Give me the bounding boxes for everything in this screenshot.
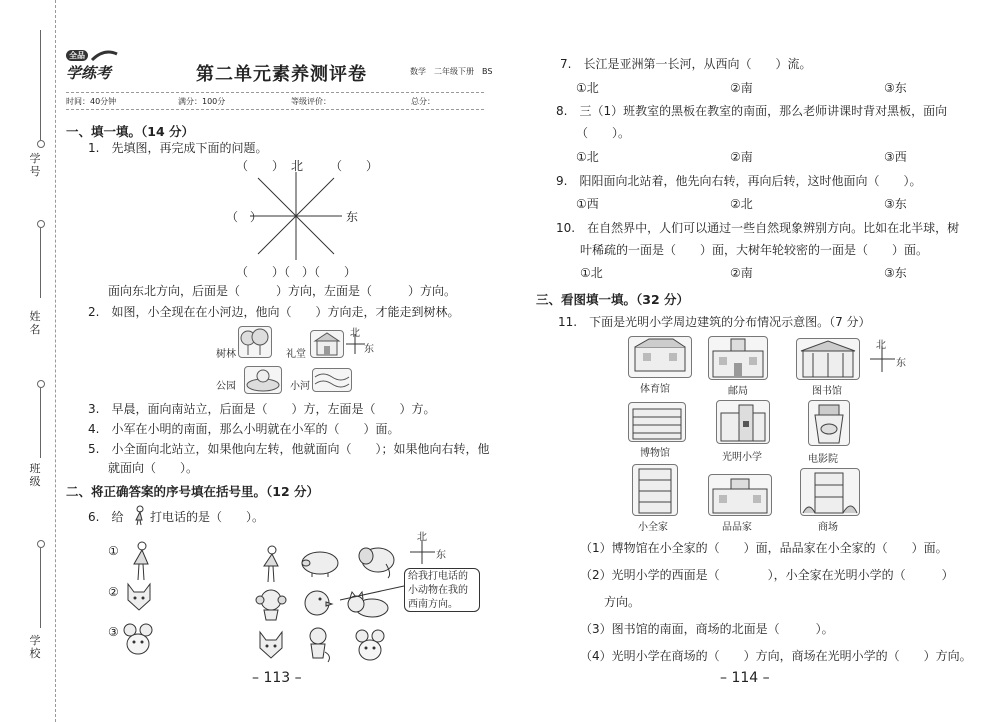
forest-label: 树林 xyxy=(216,349,236,360)
question-10-line1: 10. 在自然界中，人们可以通过一些自然现象辨别方向。比如在北半球，树 xyxy=(556,221,960,235)
hall-label: 礼堂 xyxy=(286,349,306,360)
school-picture xyxy=(716,400,770,444)
compass-north-label: 北 xyxy=(291,159,304,173)
question-8-line2: （ ）。 xyxy=(576,126,631,140)
q6-option-3: ③ xyxy=(108,625,119,639)
page-number-right: – 114 – xyxy=(720,670,770,686)
q8-option-2: ②南 xyxy=(730,150,753,164)
mall-picture xyxy=(800,468,860,516)
sidebar-rule xyxy=(40,30,41,140)
sidebar-student-no: 学号 xyxy=(29,152,41,178)
q6-option-1: ① xyxy=(108,544,119,558)
post-office-label: 邮局 xyxy=(728,386,748,397)
binding-hole xyxy=(37,220,45,228)
subject-meta: 数学 二年级下册 BS xyxy=(410,67,493,76)
binding-hole xyxy=(37,140,45,148)
map-north-label: 北 xyxy=(876,340,886,351)
logo-swoosh-icon xyxy=(90,50,118,62)
q7-option-3: ③东 xyxy=(884,81,907,95)
hall-picture xyxy=(310,330,344,358)
post-office-picture xyxy=(708,336,768,380)
section-1-heading: 一、填一填。（14 分） xyxy=(66,124,194,139)
logo-small-text: 全品 xyxy=(66,50,88,61)
question-5-line1: 5. 小全面向北站立，如果他向左转，他就面向（ ）；如果他向右转，他 xyxy=(88,442,490,456)
speech-pointer xyxy=(338,582,406,604)
sidebar-class: 班级 xyxy=(29,462,41,488)
total-field: 总分： xyxy=(411,97,435,106)
section-2-heading: 二、将正确答案的序号填在括号里。（12 分） xyxy=(66,484,319,499)
sidebar-rule xyxy=(40,548,41,628)
question-6-suffix: 打电话的是（ ）。 xyxy=(150,510,265,524)
compass-bottom-blanks: （ ）（ ）（ ） xyxy=(236,265,357,279)
river-label: 小河 xyxy=(290,381,310,392)
question-3: 3. 早晨，面向南站立，后面是（ ）方，左面是（ ）方。 xyxy=(88,402,436,416)
sidebar-school: 学校 xyxy=(29,634,41,660)
grid-small-monkey-icon xyxy=(302,626,334,664)
question-10-line2: 叶稀疏的一面是（ ）面，大树年轮较密的一面是（ ）面。 xyxy=(580,243,929,257)
compass-blank-west: （ ） xyxy=(226,210,263,224)
crane-icon xyxy=(128,504,148,526)
xiaoquan-home-label: 小全家 xyxy=(638,522,668,533)
stadium-picture xyxy=(628,336,692,378)
q6-compass-icon xyxy=(408,540,436,564)
compass-east-label: 东 xyxy=(346,210,359,224)
mouse-option-icon xyxy=(122,622,156,658)
q8-option-3: ③西 xyxy=(884,150,907,164)
time-field: 时间：40分钟 xyxy=(66,97,117,106)
crane-option-icon xyxy=(124,540,154,582)
sidebar-rule xyxy=(40,388,41,458)
q8-option-1: ①北 xyxy=(576,150,599,164)
q6-east-label: 东 xyxy=(436,550,446,561)
q10-option-1: ①北 xyxy=(580,266,603,280)
q7-option-2: ②南 xyxy=(730,81,753,95)
museum-picture xyxy=(628,402,686,442)
school-label: 光明小学 xyxy=(722,452,762,463)
sub-question-2-line1: （2）光明小学的西面是（ ），小全家在光明小学的（ ） xyxy=(580,568,954,582)
park-picture xyxy=(244,366,282,394)
question-7: 7. 长江是亚洲第一长河，从西向（ ）流。 xyxy=(560,57,812,71)
sub-question-3: （3）图书馆的南面，商场的北面是（ ）。 xyxy=(580,622,834,636)
speech-bubble: 给我打电话的小动物在我的西南方向。 xyxy=(404,568,480,612)
grade-field: 等级评价： xyxy=(291,97,331,106)
cinema-label: 电影院 xyxy=(808,454,838,465)
xiaoquan-home-picture xyxy=(632,464,678,516)
q10-option-2: ②南 xyxy=(730,266,753,280)
q2-compass-icon xyxy=(344,334,366,354)
river-picture xyxy=(312,368,352,392)
forest-picture xyxy=(238,326,272,358)
question-1: 1. 先填图，再完成下面的问题。 xyxy=(88,141,268,155)
map-compass-icon xyxy=(868,346,896,372)
page-number-left: – 113 – xyxy=(252,670,302,686)
sidebar-rule xyxy=(40,228,41,298)
binding-hole xyxy=(37,540,45,548)
q9-option-1: ①西 xyxy=(576,197,599,211)
map-east-label: 东 xyxy=(896,358,906,369)
logo-main-text: 学练考 xyxy=(66,64,112,82)
pinpin-home-label: 品品家 xyxy=(722,522,752,533)
publisher-logo xyxy=(66,50,118,82)
grid-monkey-icon xyxy=(254,586,288,622)
info-bar xyxy=(66,92,484,110)
question-5-line2: 就面向（ ）。 xyxy=(108,461,199,475)
question-11: 11. 下面是光明小学周边建筑的分布情况示意图。（7 分） xyxy=(558,315,871,329)
grid-elephant-icon xyxy=(356,544,400,580)
grid-crane-icon xyxy=(254,544,284,584)
q9-option-2: ②北 xyxy=(730,197,753,211)
grid-mouse-icon xyxy=(354,628,388,664)
q9-option-3: ③东 xyxy=(884,197,907,211)
score-field: 满分：100分 xyxy=(178,97,226,106)
park-label: 公园 xyxy=(216,381,236,392)
q10-option-3: ③东 xyxy=(884,266,907,280)
library-label: 图书馆 xyxy=(812,386,842,397)
q2-east-label: 东 xyxy=(364,344,374,355)
compass-blank-northeast: （ ） xyxy=(330,159,379,173)
binding-hole xyxy=(37,380,45,388)
q6-north-label: 北 xyxy=(417,532,427,543)
binding-line xyxy=(55,0,56,722)
fox-option-icon xyxy=(122,580,156,616)
compass-blank-northwest: （ ） xyxy=(236,159,285,173)
museum-label: 博物馆 xyxy=(640,448,670,459)
sub-question-1: （1）博物馆在小全家的（ ）面，品品家在小全家的（ ）面。 xyxy=(580,541,948,555)
question-1-line: 面向东北方向，后面是（ ）方向，左面是（ ）方向。 xyxy=(108,284,457,298)
question-2: 2. 如图，小全现在在小河边，他向（ ）方向走，才能走到树林。 xyxy=(88,305,460,319)
q2-north-label: 北 xyxy=(350,328,360,339)
q6-option-2: ② xyxy=(108,585,119,599)
pinpin-home-picture xyxy=(708,474,772,516)
sidebar-name: 姓名 xyxy=(29,310,41,336)
question-9: 9. 阳阳面向北站着，他先向右转，再向后转，这时他面向（ ）。 xyxy=(556,174,922,188)
grid-chick-icon xyxy=(300,586,334,620)
grid-fox-icon xyxy=(254,628,288,664)
question-4: 4. 小军在小明的南面，那么小明就在小军的（ ）面。 xyxy=(88,422,400,436)
q7-option-1: ①北 xyxy=(576,81,599,95)
library-picture xyxy=(796,338,860,380)
stadium-label: 体育馆 xyxy=(640,384,670,395)
section-3-heading: 三、看图填一填。（32 分） xyxy=(536,292,689,307)
sub-question-4: （4）光明小学在商场的（ ）方向，商场在光明小学的（ ）方向。 xyxy=(580,649,972,663)
page-title: 第二单元素养测评卷 xyxy=(196,64,367,85)
grid-pig-icon xyxy=(298,548,342,578)
question-8-line1: 8. 三（1）班教室的黑板在教室的南面，那么老师讲课时背对黑板，面向 xyxy=(556,104,948,118)
question-6-prefix: 6. 给 xyxy=(88,510,124,524)
cinema-picture xyxy=(808,400,850,446)
mall-label: 商场 xyxy=(818,522,838,533)
sub-question-2-line2: 方向。 xyxy=(604,595,641,609)
